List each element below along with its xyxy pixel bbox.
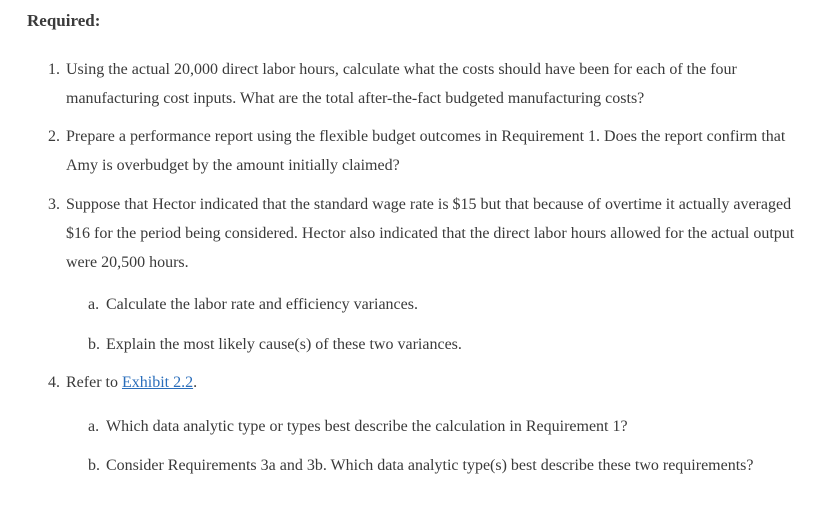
sub-requirement-text: Which data analytic type or types best describe the calculation in Requirement 1? xyxy=(106,418,628,435)
requirement-number: 4. xyxy=(48,374,60,391)
requirement-3b xyxy=(88,330,788,359)
sub-requirement-letter: b. xyxy=(88,336,100,353)
requirement-text: Using the actual 20,000 direct labor hours, calculate what the costs should have been for each of the four manufacturing cost inputs. What are the total after-the-fact budgeted manufacturing costs? xyxy=(66,61,737,107)
requirement-4b xyxy=(88,451,788,480)
requirement-1 xyxy=(48,55,808,113)
exhibit-link[interactable]: Exhibit 2.2 xyxy=(121,374,194,391)
requirement-number: 2. xyxy=(48,128,60,145)
requirement-text: Prepare a performance report using the flexible budget outcomes in Requirement 1. Does the report confirm that Amy is overbudget by the amount initially claimed? xyxy=(66,128,786,174)
requirement-text-suffix: . xyxy=(193,374,198,391)
sub-requirement-text: Calculate the labor rate and efficiency variances. xyxy=(106,296,418,313)
sub-requirement-letter: a. xyxy=(88,418,100,435)
requirement-text xyxy=(48,368,808,397)
sub-requirement-text: Explain the most likely cause(s) of these two variances. xyxy=(106,336,462,353)
sub-requirement-letter: b. xyxy=(88,457,100,474)
requirement-3 xyxy=(48,190,808,277)
requirement-4a xyxy=(88,412,788,441)
required-heading: Required: xyxy=(27,11,101,30)
requirement-text: Suppose that Hector indicated that the standard wage rate is $15 but that because of overtime it actually averaged $16 for the period being considered. Hector also indicated that the direct labor hours allowed for the actual output were 20,500 hours. xyxy=(66,196,795,271)
requirement-3a xyxy=(88,290,788,319)
requirement-4 xyxy=(48,368,808,397)
sub-requirement-letter: a. xyxy=(88,296,100,313)
requirement-2 xyxy=(48,122,808,180)
requirement-number: 3. xyxy=(48,196,60,213)
sub-requirement-text: Consider Requirements 3a and 3b. Which data analytic type(s) best describe these two requirements? xyxy=(106,457,754,474)
requirement-text-prefix: Refer to xyxy=(66,374,122,391)
requirement-number: 1. xyxy=(48,61,60,78)
